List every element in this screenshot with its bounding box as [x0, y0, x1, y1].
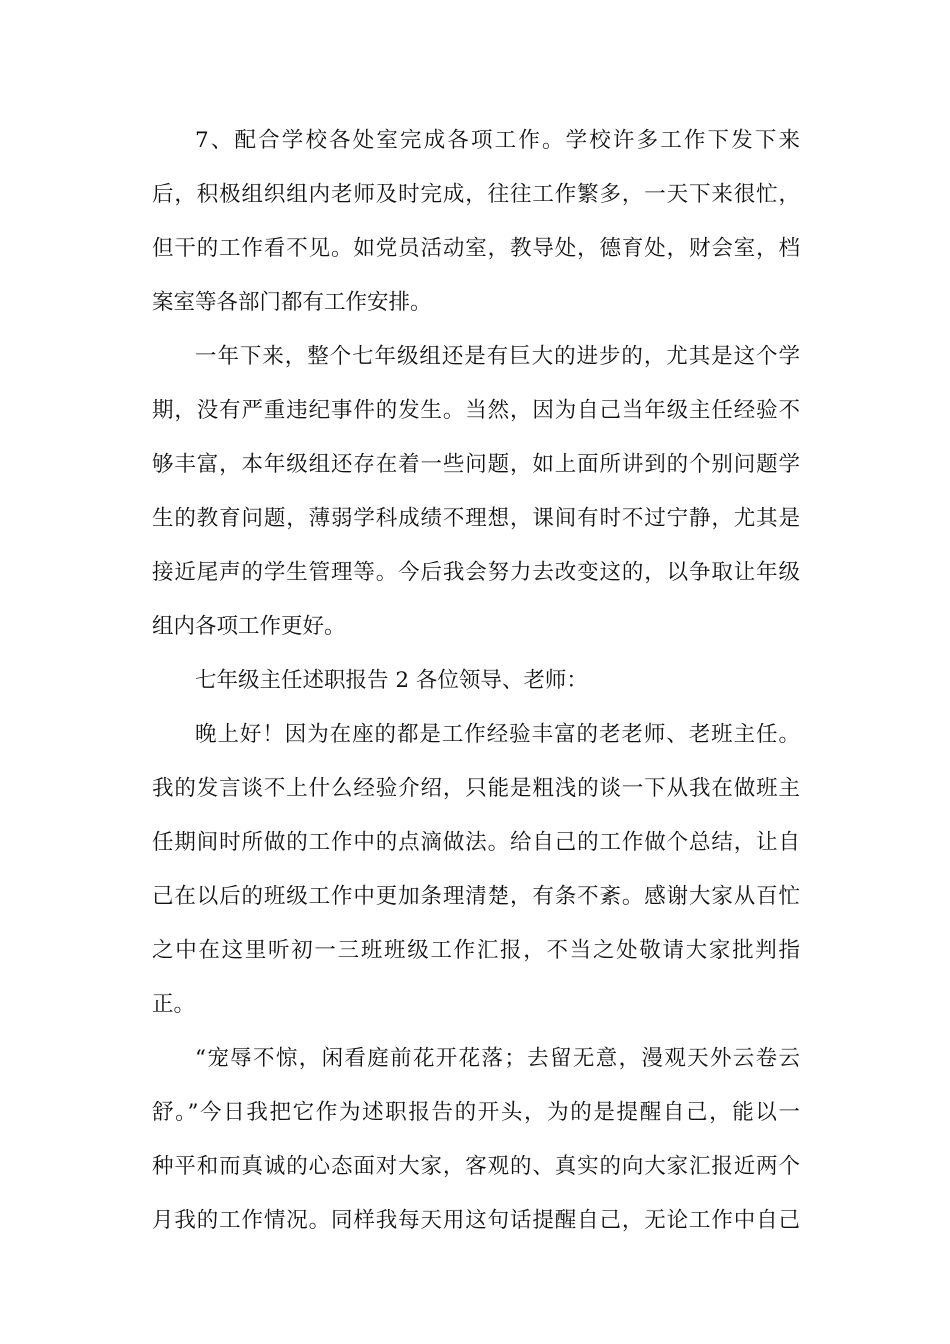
paragraph — [152, 708, 800, 1032]
text-line: 接近尾声的学生管理等。今后我会努力去改变这的，以争取让年级 — [152, 560, 800, 585]
text-line: 我的发言谈不上什么经验介绍，只能是粗浅的谈一下从我在做班主 — [152, 776, 800, 801]
document-body — [152, 114, 800, 1248]
text-line: 月我的工作情况。同样我每天用这句话提醒自己，无论工作中自己 — [152, 1208, 800, 1233]
text-line: 但干的工作看不见。如党员活动室，教导处，德育处，财会室，档 — [152, 236, 800, 261]
text-line: 正。 — [152, 992, 196, 1017]
text-line: 晚上好！因为在座的都是工作经验丰富的老老师、老班主任。 — [195, 722, 800, 747]
paragraph — [152, 654, 800, 708]
section-title: 七年级主任述职报告 2 各位领导、老师： — [195, 668, 588, 693]
paragraph — [152, 1032, 800, 1248]
text-line: 种平和而真诚的心态面对大家，客观的、真实的向大家汇报近两个 — [152, 1154, 800, 1179]
text-line: 后，积极组织组内老师及时完成，往往工作繁多，一天下来很忙， — [152, 182, 800, 207]
text-line: 7、配合学校各处室完成各项工作。学校许多工作下发下来 — [195, 128, 800, 153]
text-line: 之中在这里听初一三班班级工作汇报，不当之处敬请大家批判指 — [152, 938, 800, 963]
text-line: 一年下来，整个七年级组还是有巨大的进步的，尤其是这个学 — [195, 344, 800, 369]
text-line: 组内各项工作更好。 — [152, 614, 346, 639]
text-line: 期，没有严重违纪事件的发生。当然，因为自己当年级主任经验不 — [152, 398, 800, 423]
paragraph — [152, 114, 800, 330]
text-line: 己在以后的班级工作中更加条理清楚，有条不紊。感谢大家从百忙 — [152, 884, 800, 909]
text-line: 生的教育问题，薄弱学科成绩不理想，课间有时不过宁静，尤其是 — [152, 506, 800, 531]
text-line: 任期间时所做的工作中的点滴做法。给自己的工作做个总结，让自 — [152, 830, 800, 855]
text-line: 舒。”今日我把它作为述职报告的开头，为的是提醒自己，能以一 — [152, 1100, 800, 1125]
text-line: 够丰富，本年级组还存在着一些问题，如上面所讲到的个别问题学 — [152, 452, 800, 477]
paragraph — [152, 330, 800, 654]
text-line: 案室等各部门都有工作安排。 — [152, 290, 432, 315]
text-line: “宠辱不惊，闲看庭前花开花落；去留无意，漫观天外云卷云 — [195, 1046, 800, 1071]
